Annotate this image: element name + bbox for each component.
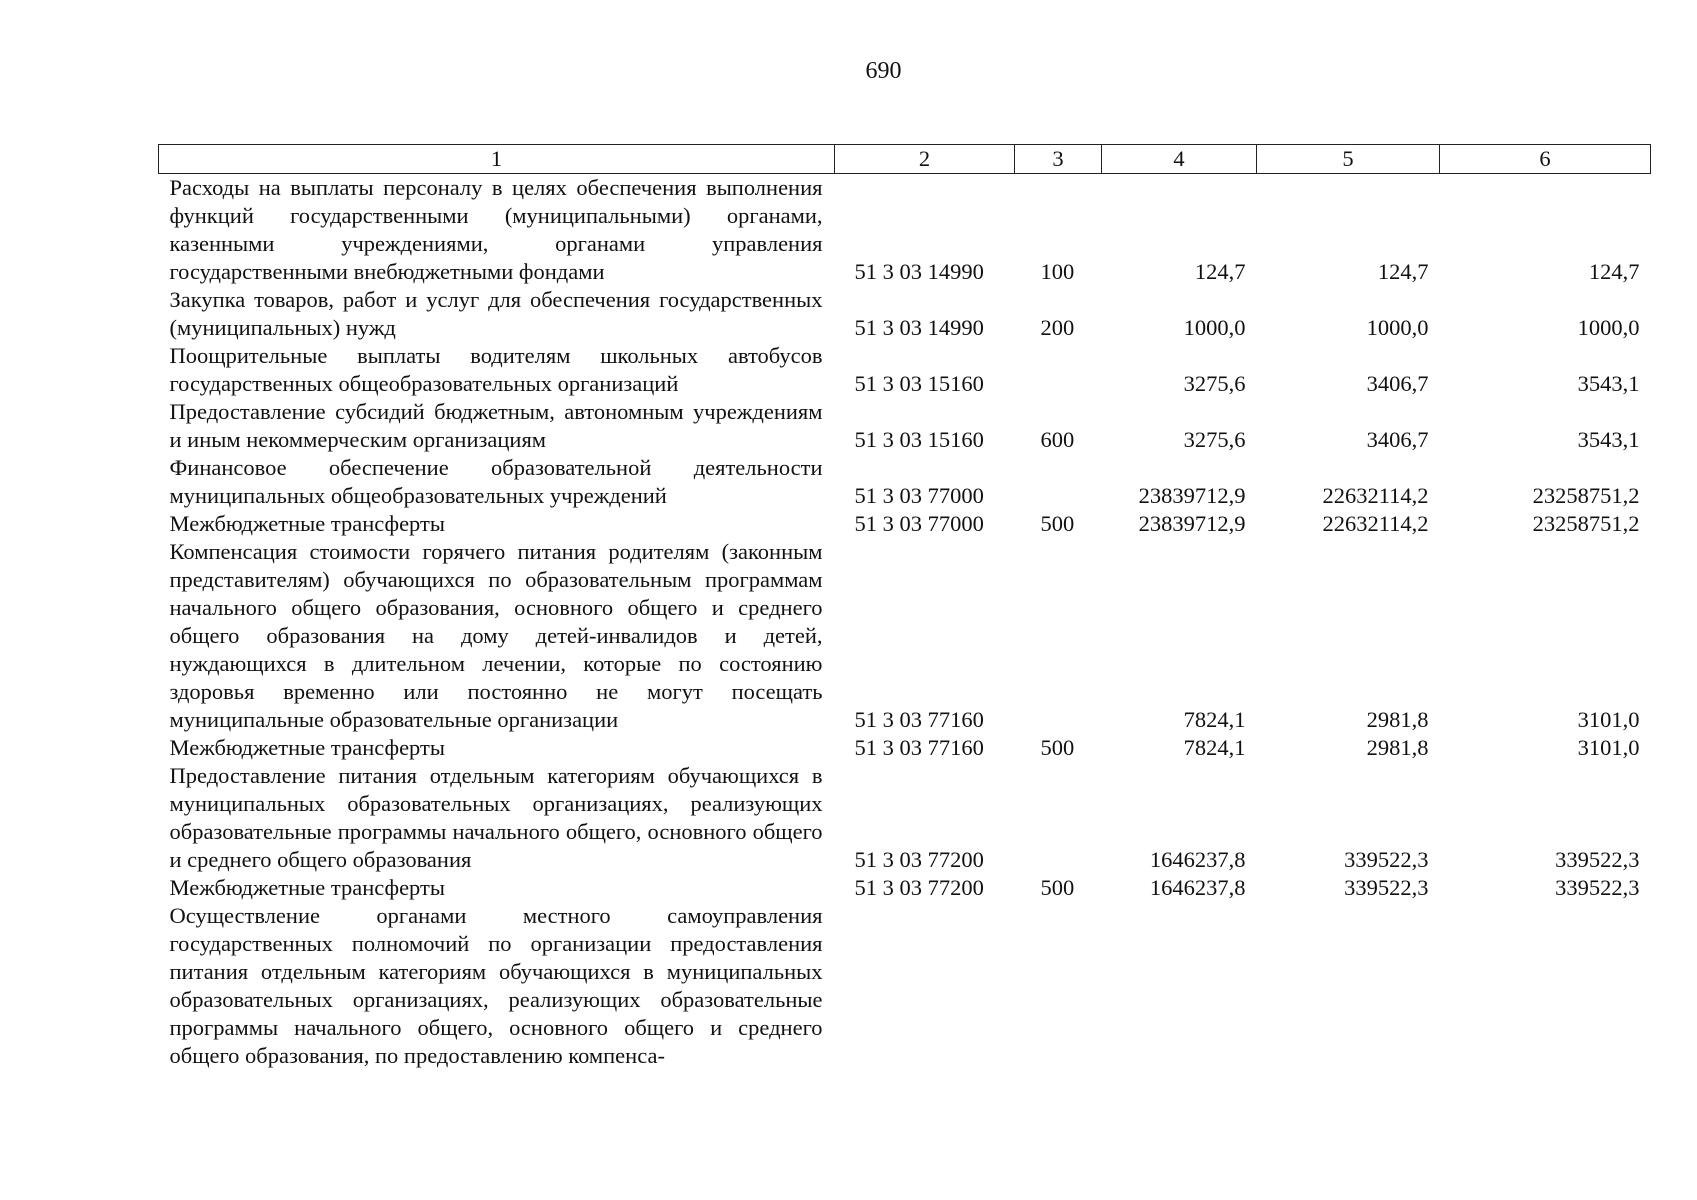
amount-year2-cell: 22632114,2 bbox=[1322, 483, 1429, 508]
amount-year2-cell bbox=[1257, 902, 1440, 1070]
amount-year2-cell: 3406,7 bbox=[1366, 427, 1429, 452]
column-header: 3 bbox=[1015, 145, 1102, 174]
target-code-cell: 51 3 03 15160 bbox=[854, 371, 984, 396]
expense-type-cell bbox=[1015, 902, 1102, 1070]
row-name-cell: Расходы на выплаты персоналу в целях обеспечения выполнения функций государственными (муниципальными) органами, казенными учреждениями, органами управления государственными внебюджетными фондами bbox=[169, 175, 823, 284]
amount-year3-cell: 3101,0 bbox=[1577, 735, 1640, 760]
expense-type-cell: 200 bbox=[1040, 315, 1075, 340]
target-code-cell: 51 3 03 14990 bbox=[854, 315, 984, 340]
row-name-cell: Финансовое обеспечение образовательной деятельности муниципальных общеобразовательных учреждений bbox=[169, 455, 823, 508]
table-row bbox=[159, 734, 1651, 762]
column-header: 5 bbox=[1257, 145, 1440, 174]
amount-year3-cell: 3543,1 bbox=[1577, 427, 1640, 452]
row-name-cell: Межбюджетные трансферты bbox=[169, 735, 445, 760]
page-number: 690 bbox=[865, 58, 902, 84]
expense-type-cell bbox=[1015, 454, 1102, 510]
target-code-cell: 51 3 03 15160 bbox=[854, 427, 984, 452]
row-name-cell: Предоставление питания отдельным категориям обучающихся в муниципальных образовательных организациях, реализующих образовательные программы начального общего, основного общего и среднего общего образования bbox=[169, 763, 823, 872]
column-header: 6 bbox=[1440, 145, 1651, 174]
column-header: 4 bbox=[1102, 145, 1257, 174]
amount-year3-cell: 23258751,2 bbox=[1532, 511, 1640, 536]
amount-year1-cell bbox=[1102, 902, 1257, 1070]
table-row bbox=[159, 398, 1651, 454]
column-header: 2 bbox=[835, 145, 1015, 174]
row-name-cell: Межбюджетные трансферты bbox=[169, 875, 445, 900]
target-code-cell: 51 3 03 77160 bbox=[854, 707, 984, 732]
expense-type-cell: 500 bbox=[1040, 735, 1075, 760]
amount-year1-cell: 1000,0 bbox=[1183, 315, 1246, 340]
target-code-cell: 51 3 03 14990 bbox=[854, 259, 984, 284]
table-row bbox=[159, 902, 1651, 1070]
target-code-cell: 51 3 03 77200 bbox=[854, 875, 984, 900]
amount-year1-cell: 3275,6 bbox=[1183, 427, 1246, 452]
amount-year1-cell: 7824,1 bbox=[1183, 735, 1246, 760]
target-code-cell bbox=[835, 902, 1015, 1070]
amount-year1-cell: 23839712,9 bbox=[1138, 483, 1246, 508]
header-row bbox=[159, 145, 1651, 174]
expense-type-cell: 500 bbox=[1040, 511, 1075, 536]
amount-year2-cell: 22632114,2 bbox=[1322, 511, 1429, 536]
amount-year3-cell: 3101,0 bbox=[1577, 707, 1640, 732]
amount-year3-cell: 339522,3 bbox=[1555, 875, 1640, 900]
table-row bbox=[159, 454, 1651, 510]
amount-year3-cell: 339522,3 bbox=[1555, 847, 1640, 872]
table-row bbox=[159, 510, 1651, 538]
expense-type-cell bbox=[1015, 342, 1102, 398]
target-code-cell: 51 3 03 77200 bbox=[854, 847, 984, 872]
target-code-cell: 51 3 03 77000 bbox=[854, 511, 984, 536]
amount-year3-cell: 3543,1 bbox=[1577, 371, 1640, 396]
amount-year3-cell: 1000,0 bbox=[1577, 315, 1640, 340]
expense-type-cell: 100 bbox=[1040, 259, 1075, 284]
row-name-cell: Осуществление органами местного самоуправления государственных полномочий по организации предоставления питания отдельным категориям обучающихся в муниципальных образовательных организациях, реализующих образовательные программы начального общего, основного общего и среднего общего образования, по предоставлению компенса- bbox=[169, 903, 823, 1068]
expense-type-cell: 600 bbox=[1040, 427, 1075, 452]
target-code-cell: 51 3 03 77000 bbox=[854, 483, 984, 508]
expense-type-cell bbox=[1015, 538, 1102, 734]
budget-table bbox=[158, 144, 1651, 1070]
amount-year1-cell: 1646237,8 bbox=[1149, 875, 1246, 900]
amount-year2-cell: 339522,3 bbox=[1344, 847, 1429, 872]
table-row bbox=[159, 286, 1651, 342]
row-name-cell: Межбюджетные трансферты bbox=[169, 511, 445, 536]
amount-year1-cell: 3275,6 bbox=[1183, 371, 1246, 396]
table-row bbox=[159, 874, 1651, 902]
table-row bbox=[159, 174, 1651, 287]
amount-year1-cell: 7824,1 bbox=[1183, 707, 1246, 732]
amount-year1-cell: 124,7 bbox=[1194, 259, 1246, 284]
amount-year3-cell bbox=[1440, 902, 1651, 1070]
amount-year2-cell: 1000,0 bbox=[1366, 315, 1429, 340]
table-row bbox=[159, 342, 1651, 398]
amount-year2-cell: 3406,7 bbox=[1366, 371, 1429, 396]
row-name-cell: Компенсация стоимости горячего питания родителям (законным представителям) обучающихся по образовательным программам начального общего образования, основного общего и среднего общего образования на дому детей-инвалидов и детей, нуждающихся в длительном лечении, которые по состоянию здоровья временно или постоянно не могут посещать муниципальные образовательные организации bbox=[169, 539, 823, 732]
amount-year2-cell: 124,7 bbox=[1377, 259, 1429, 284]
expense-type-cell bbox=[1015, 762, 1102, 874]
expense-type-cell: 500 bbox=[1040, 875, 1075, 900]
table-row bbox=[159, 538, 1651, 734]
row-name-cell: Закупка товаров, работ и услуг для обеспечения государственных (муниципальных) нужд bbox=[169, 287, 823, 340]
table-row bbox=[159, 762, 1651, 874]
row-name-cell: Предоставление субсидий бюджетным, автономным учреждениям и иным некоммерческим организациям bbox=[169, 399, 823, 452]
column-header: 1 bbox=[159, 145, 835, 174]
amount-year3-cell: 23258751,2 bbox=[1532, 483, 1640, 508]
amount-year2-cell: 2981,8 bbox=[1366, 707, 1429, 732]
amount-year2-cell: 339522,3 bbox=[1344, 875, 1429, 900]
target-code-cell: 51 3 03 77160 bbox=[854, 735, 984, 760]
amount-year2-cell: 2981,8 bbox=[1366, 735, 1429, 760]
row-name-cell: Поощрительные выплаты водителям школьных автобусов государственных общеобразовательных организаций bbox=[169, 343, 823, 396]
amount-year3-cell: 124,7 bbox=[1588, 259, 1640, 284]
amount-year1-cell: 1646237,8 bbox=[1149, 847, 1246, 872]
amount-year1-cell: 23839712,9 bbox=[1138, 511, 1246, 536]
